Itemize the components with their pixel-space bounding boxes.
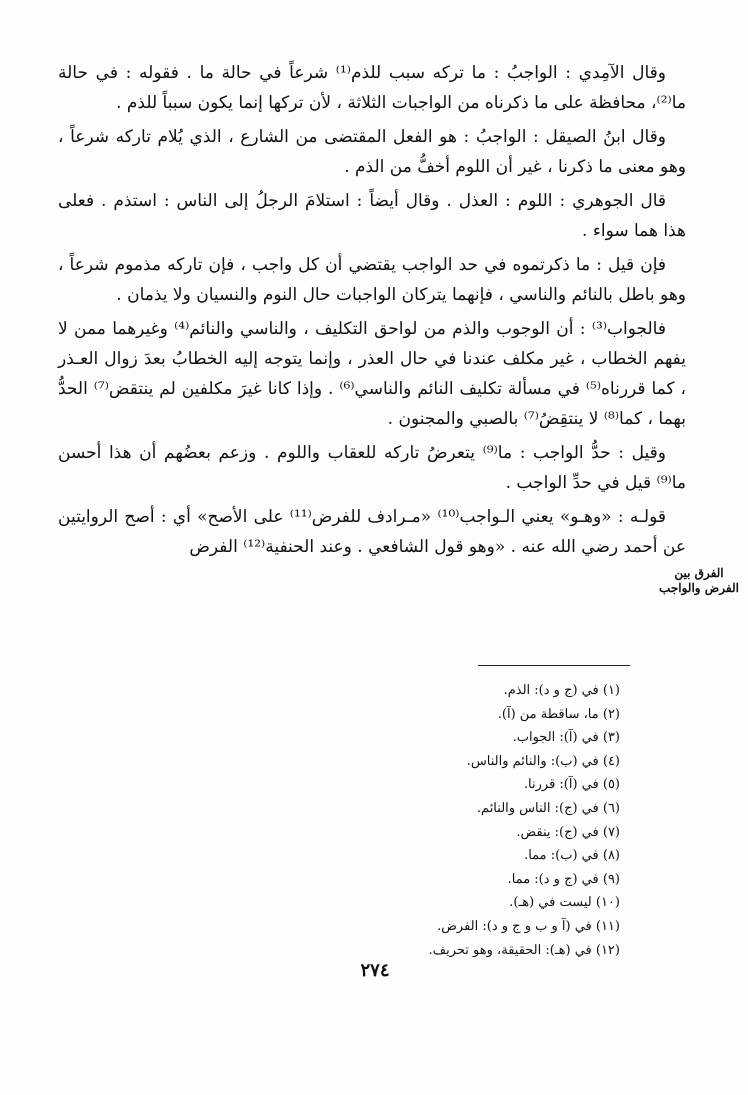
paragraph-alt-definition: وقيل : حدُّ الواجب : ما⁽⁹⁾ يتعرضُ تاركه للعقاب واللوم . وزعم بعضُهم أن هذا أحسن ما⁽⁹⁾ قيل في حدِّ الواجب . (58, 443, 686, 493)
footnotes-list (260, 679, 620, 962)
footnote-item: (٤) في (ب): والنائم والناس. (466, 753, 620, 769)
footnote-item: (١٠) ليست في (هـ). (509, 895, 620, 911)
page-number: ٢٧٤ (360, 960, 390, 981)
footnote-divider (478, 665, 630, 666)
footnote-item: (٥) في (آ): قررنا. (523, 777, 620, 793)
margin-heading: الفرق بين الفرض والواجب (659, 566, 739, 595)
footnote-item: (٨) في (ب): مما. (524, 848, 620, 864)
paragraph-jawhari: قال الجوهري : اللوم : العذل . وقال أيضاً : استلامَ الرجلُ إلى الناس : استذم . فعلى هذا هما سواء . (58, 191, 686, 241)
paragraph-answer: فالجواب⁽³⁾ : أن الوجوب والذم من لواحق التكليف ، والناسي والنائم⁽⁴⁾ وغيرهما ممن لا يفهم الخطاب ، غير مكلف عندنا في حال العذر ، وإنما يتوجه إليه الخطابُ بعدَ زوال العـذر ، كما قررناه⁽⁵⁾ في مسألة تكليف النائم والناسي⁽⁶⁾ . وإذا كانا غيرَ مكلفين لم ينتقض⁽⁷⁾ الحدُّ بهما ، كما⁽⁸⁾ لا ينتقِضُ⁽⁷⁾ بالصبي والمجنون . (58, 319, 686, 429)
paragraph-amidi: وقال الآمِدي : الواجبُ : ما تركه سبب للذم⁽¹⁾ شرعاً في حالة ما . فقوله : في حالة ما⁽²⁾، محافظة على ما ذكرناه من الواجبات الثلاثة ، لأن تركها إنما يكون سبباً للذم . (58, 63, 686, 113)
paragraph-ibn-alsayqal: وقال ابنُ الصيقل : الواجبُ : هو الفعل المقتضى من الشارع ، الذي يُلام تاركه شرعاً ، وهو معنى ما ذكرنا ، غير أن اللوم أخفُّ من الذم . (58, 127, 686, 177)
footnote-item: (٢) ما، ساقطة من (آ). (497, 706, 620, 722)
footnote-item: (١١) في (آ و ب و ج و د): الفرض. (437, 918, 620, 934)
paragraph-fard-wajib: قولـه : «وهـو» يعني الـواجب⁽¹⁰⁾ «مـرادف للفرض⁽¹¹⁾ على الأصح» أي : أصح الروايتين عن أحمد رضي الله عنه . «وهو قول الشافعي . وعند الحنفية⁽¹²⁾ الفرض (58, 507, 686, 557)
main-text (58, 58, 686, 562)
footnote-item: (١٢) في (هـ): الحقيقة، وهو تحريف. (428, 942, 620, 958)
footnote-item: (٩) في (ج و د): مما. (507, 871, 620, 887)
paragraph-objection: فإن قيل : ما ذكرتموه في حد الواجب يقتضي أن كل واجب ، فإن تاركه مذموم شرعاً ، وهو باطل بالنائم والناسي ، فإنهما يتركان الواجبات حال النوم والنسيان ولا يذمان . (58, 255, 686, 305)
footnote-item: (١) في (ج و د): الذم. (503, 683, 620, 698)
footnote-item: (٣) في (آ): الجواب. (512, 730, 620, 746)
footnote-item: (٧) في (ج): ينقض. (516, 824, 620, 840)
footnote-item: (٦) في (ج): الناس والنائم. (476, 800, 620, 816)
